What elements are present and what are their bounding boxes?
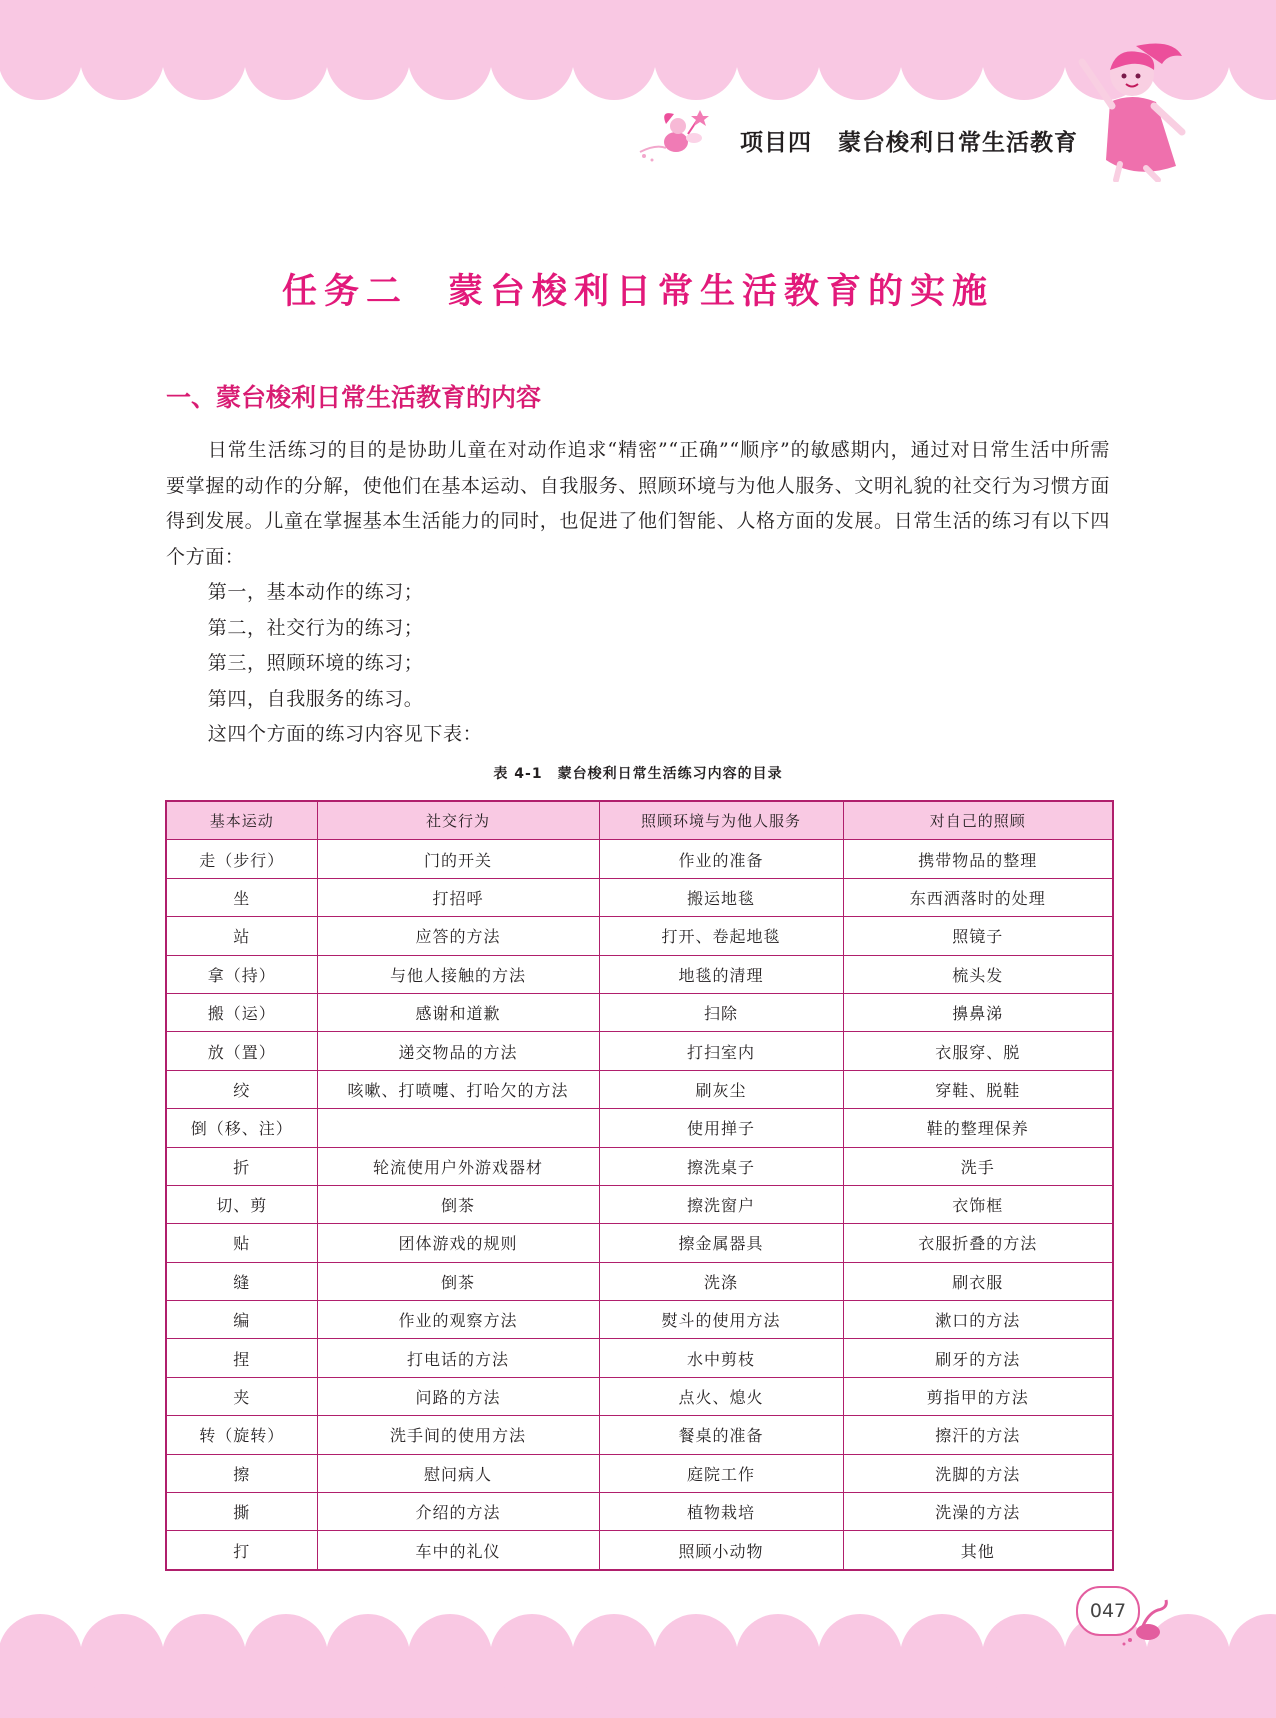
running-head-project: 项目四 [740,130,812,156]
page-number: 047 [1076,1586,1140,1636]
table-row [166,1416,1113,1454]
table-cell [317,1109,599,1147]
table-cell: 洗手 [843,1147,1113,1185]
table-cell: 绞 [166,1070,317,1108]
table-cell: 衣服穿、脱 [843,1032,1113,1070]
table-body [166,840,1113,1570]
table-cell: 打电话的方法 [317,1339,599,1377]
table-cell: 打扫室内 [599,1032,843,1070]
list-item: 第三，照顾环境的练习； [207,652,424,674]
table-cell: 擦金属器具 [599,1224,843,1262]
table-cell: 穿鞋、脱鞋 [843,1070,1113,1108]
table-cell: 走（步行） [166,840,317,878]
column-header: 照顾环境与为他人服务 [599,801,843,840]
table-cell: 庭院工作 [599,1454,843,1492]
table-cell: 搬运地毯 [599,878,843,916]
table-cell: 站 [166,917,317,955]
table-cell: 水中剪枝 [599,1339,843,1377]
table-row [166,1262,1113,1300]
table-cell: 问路的方法 [317,1377,599,1415]
table-cell: 洗涤 [599,1262,843,1300]
table-cell: 漱口的方法 [843,1301,1113,1339]
column-header: 对自己的照顾 [843,801,1113,840]
task-title [0,264,1276,314]
table-cell: 慰问病人 [317,1454,599,1492]
section-heading: 一、蒙台梭利日常生活教育的内容 [166,383,542,412]
practice-table [165,800,1114,1571]
table-cell: 倒茶 [317,1262,599,1300]
table-cell: 餐桌的准备 [599,1416,843,1454]
list-item: 这四个方面的练习内容见下表： [207,723,483,745]
table-row [166,840,1113,878]
table-cell: 与他人接触的方法 [317,955,599,993]
table-cell: 擦 [166,1454,317,1492]
table-cell: 刷牙的方法 [843,1339,1113,1377]
table-cell: 坐 [166,878,317,916]
table-cell: 作业的观察方法 [317,1301,599,1339]
table-row [166,993,1113,1031]
table-cell: 咳嗽、打喷嚏、打哈欠的方法 [317,1070,599,1108]
table-cell: 衣饰框 [843,1185,1113,1223]
practice-list [166,575,1110,753]
column-header: 基本运动 [166,801,317,840]
table-header-row [166,801,1113,840]
table-cell: 洗澡的方法 [843,1493,1113,1531]
table-cell: 轮流使用户外游戏器材 [317,1147,599,1185]
table-row [166,1070,1113,1108]
table-cell: 刷灰尘 [599,1070,843,1108]
table-row [166,1377,1113,1415]
table-cell: 编 [166,1301,317,1339]
table-cell: 作业的准备 [599,840,843,878]
task-title-text: 蒙台梭利日常生活教育的实施 [448,272,995,312]
table-cell: 夹 [166,1377,317,1415]
table-cell: 放（置） [166,1032,317,1070]
body-paragraph: 日常生活练习的目的是协助儿童在对动作追求“精密”“正确”“顺序”的敏感期内，通过对日常生活中所需要掌握的动作的分解，使他们在基本运动、自我服务、照顾环境与为他人服务、文明礼貌的社交行为习惯方面得到发展。儿童在掌握基本生活能力的同时，也促进了他们智能、人格方面的发展。日常生活的练习有以下四个方面： [166,439,1110,568]
table-row [166,1109,1113,1147]
table-row [166,1224,1113,1262]
table-cell: 打开、卷起地毯 [599,917,843,955]
table-cell: 其他 [843,1531,1113,1570]
table-cell: 衣服折叠的方法 [843,1224,1113,1262]
table-cell: 倒茶 [317,1185,599,1223]
fairy-icon [636,104,710,166]
table-cell: 递交物品的方法 [317,1032,599,1070]
task-title-number: 任务二 [281,272,408,312]
table-cell: 折 [166,1147,317,1185]
table-cell: 点火、熄火 [599,1377,843,1415]
table-cell: 切、剪 [166,1185,317,1223]
table-row [166,1301,1113,1339]
table-cell: 应答的方法 [317,917,599,955]
table-cell: 剪指甲的方法 [843,1377,1113,1415]
table-row [166,1147,1113,1185]
table-row [166,1531,1113,1570]
list-item: 第一，基本动作的练习； [207,581,424,603]
table-cell: 贴 [166,1224,317,1262]
table-cell: 门的开关 [317,840,599,878]
list-item: 第二，社交行为的练习； [207,616,424,639]
table-cell: 缝 [166,1262,317,1300]
table-cell: 熨斗的使用方法 [599,1301,843,1339]
table-cell: 打 [166,1531,317,1570]
table-cell: 刷衣服 [843,1262,1113,1300]
table-cell: 洗脚的方法 [843,1454,1113,1492]
table-cell: 东西洒落时的处理 [843,878,1113,916]
table-caption: 表 4-1 蒙台梭利日常生活练习内容的目录 [493,766,783,782]
table-cell: 擤鼻涕 [843,993,1113,1031]
table-cell: 感谢和道歉 [317,993,599,1031]
table-cell: 照顾小动物 [599,1531,843,1570]
table-cell: 倒（移、注） [166,1109,317,1147]
running-head-title: 蒙台梭利日常生活教育 [838,130,1078,156]
table-cell: 转（旋转） [166,1416,317,1454]
table-cell: 擦洗桌子 [599,1147,843,1185]
table-cell: 扫除 [599,993,843,1031]
table-row [166,878,1113,916]
table-cell: 介绍的方法 [317,1493,599,1531]
table-cell: 打招呼 [317,878,599,916]
table-cell: 擦汗的方法 [843,1416,1113,1454]
table-cell: 鞋的整理保养 [843,1109,1113,1147]
table-row [166,1185,1113,1223]
table-cell: 植物栽培 [599,1493,843,1531]
table-cell: 拿（持） [166,955,317,993]
table-cell: 照镜子 [843,917,1113,955]
table-row [166,1454,1113,1492]
table-row [166,1032,1113,1070]
table-cell: 洗手间的使用方法 [317,1416,599,1454]
table-cell: 使用掸子 [599,1109,843,1147]
table-row [166,917,1113,955]
table-cell: 撕 [166,1493,317,1531]
table-cell: 地毯的清理 [599,955,843,993]
table-row [166,1339,1113,1377]
table-cell: 携带物品的整理 [843,840,1113,878]
table-cell: 车中的礼仪 [317,1531,599,1570]
table-row [166,1493,1113,1531]
column-header: 社交行为 [317,801,599,840]
table-cell: 捏 [166,1339,317,1377]
table-row [166,955,1113,993]
table-cell: 团体游戏的规则 [317,1224,599,1262]
list-item: 第四，自我服务的练习。 [207,687,424,710]
table-cell: 擦洗窗户 [599,1185,843,1223]
table-cell: 梳头发 [843,955,1113,993]
running-head [740,124,1100,164]
table-cell: 搬（运） [166,993,317,1031]
